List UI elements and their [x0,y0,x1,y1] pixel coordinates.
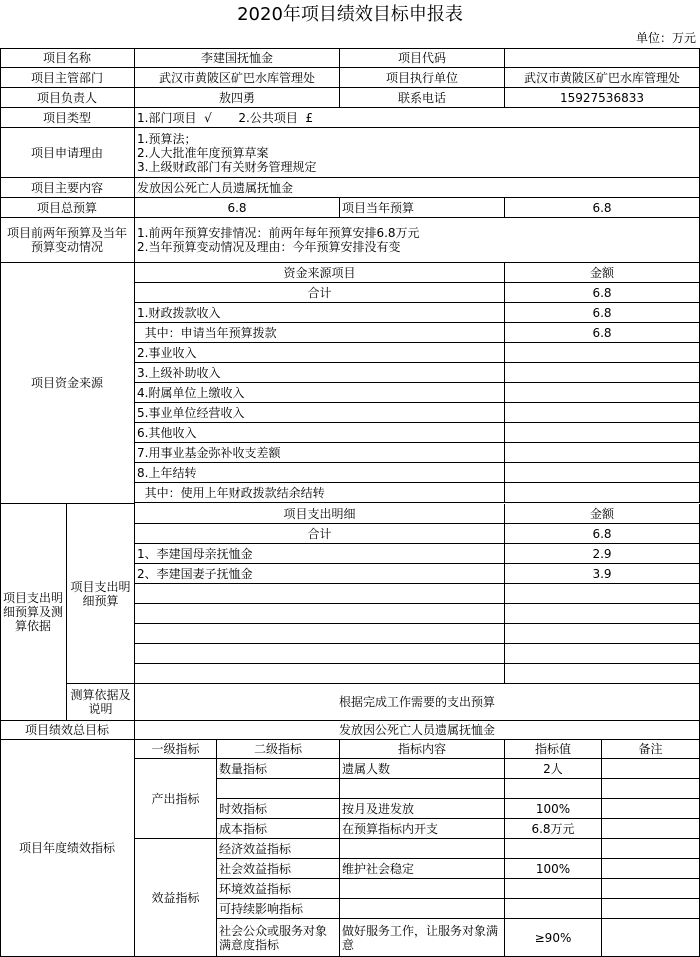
goal-label: 项目绩效总目标 [0,721,135,740]
indicator-level2: 社会效益指标 [217,859,340,879]
indicator-content [340,879,505,899]
indicator-level2: 环境效益指标 [217,879,340,899]
funds-row-label: 8.上年结转 [135,463,505,483]
project-code-value [505,48,700,68]
indicator-remark [602,899,700,919]
funds-row-amount [505,463,700,483]
indicator-remark [602,839,700,859]
funds-row-label: 6.其他收入 [135,423,505,443]
dept-label: 项目主管部门 [0,68,135,88]
funds-row-amount [505,403,700,423]
indicator-value: ≥90% [505,919,602,957]
indicator-level2: 经济效益指标 [217,839,340,859]
indicator-content: 按月及进发放 [340,799,505,819]
leader-value: 敖四勇 [135,88,340,108]
funds-row-amount [505,443,700,463]
funds-section-label: 项目资金来源 [0,263,135,504]
indicator-value [505,879,602,899]
ind-header-remark: 备注 [602,740,700,759]
reason-line: 1.预算法； [137,131,197,146]
benefit-indicator-label: 效益指标 [135,839,217,957]
funds-row-label: 3.上级补助收入 [135,363,505,383]
expense-row-amount [505,604,700,624]
funds-row-label: 5.事业单位经营收入 [135,403,505,423]
type-value: 1.部门项目 √ 2.公共项目 £ [135,108,700,128]
expense-header-item: 项目支出明细 [135,504,505,524]
expense-row-amount: 2.9 [505,544,700,564]
phone-label: 联系电话 [340,88,505,108]
expense-sub-label: 项目支出明细预算 [67,504,135,684]
expense-row-amount: 3.9 [505,564,700,584]
indicator-value: 6.8万元 [505,819,602,839]
phone-value: 15927536833 [505,88,700,108]
indicator-value: 100% [505,859,602,879]
basis-value: 根据完成工作需要的支出预算 [135,684,700,721]
indicator-remark [602,779,700,799]
goal-value: 发放因公死亡人员遗属抚恤金 [135,721,700,740]
total-budget-value: 6.8 [135,198,340,218]
indicator-value: 2人 [505,759,602,779]
current-budget-value: 6.8 [505,198,700,218]
funds-row-label: 1.财政拨款收入 [135,303,505,323]
leader-label: 项目负责人 [0,88,135,108]
funds-row-amount: 6.8 [505,323,700,343]
indicator-level2: 成本指标 [217,819,340,839]
indicator-content: 遗属人数 [340,759,505,779]
funds-row-label: 其中：使用上年财政拨款结余结转 [135,483,505,503]
exec-unit-label: 项目执行单位 [340,68,505,88]
indicator-content: 在预算指标内开支 [340,819,505,839]
current-budget-label: 项目当年预算 [340,198,505,218]
change-line: 2.当年预算变动情况及理由：今年预算安排没有变 [137,240,401,254]
funds-header-amount: 金额 [505,263,700,283]
expense-row-label: 2、李建国妻子抚恤金 [135,564,505,584]
funds-row-amount [505,423,700,443]
type-label: 项目类型 [0,108,135,128]
indicator-level2: 可持续影响指标 [217,899,340,919]
expense-row-label: 合计 [135,524,505,544]
indicator-remark [602,799,700,819]
expense-row-amount: 6.8 [505,524,700,544]
reason-line: 3.上级财政部门有关财务管理规定 [137,159,317,174]
expense-row-amount [505,644,700,664]
indicator-value [505,899,602,919]
reason-line: 2.人大批准年度预算草案 [137,145,269,160]
indicators-section-label: 项目年度绩效指标 [0,740,135,957]
indicator-remark [602,919,700,957]
indicator-value: 100% [505,799,602,819]
expense-row-label [135,624,505,644]
indicator-content [340,779,505,799]
indicator-content [340,839,505,859]
funds-header-item: 资金来源项目 [135,263,505,283]
indicator-value [505,779,602,799]
page-title: 2020年项目绩效目标申报表 [237,4,463,25]
indicator-level2: 社会公众或服务对象满意度指标 [217,919,340,957]
content-value: 发放因公死亡人员遗属抚恤金 [135,178,700,198]
indicator-content [340,899,505,919]
dept-value: 武汉市黄陂区矿巴水库管理处 [135,68,340,88]
expense-row-label [135,644,505,664]
indicator-level2 [217,779,340,799]
expense-section-label: 项目支出明细预算及测算依据 [0,504,67,721]
expense-row-amount [505,664,700,684]
indicator-content: 做好服务工作，让服务对象满意 [340,919,505,957]
indicator-level2: 时效指标 [217,799,340,819]
expense-row-amount [505,624,700,644]
funds-row-amount [505,383,700,403]
ind-header-l1: 一级指标 [135,740,217,759]
funds-row-amount [505,363,700,383]
expense-header-amount: 金额 [505,504,700,524]
project-name-value: 李建国抚恤金 [135,48,340,68]
indicator-remark [602,759,700,779]
reason-value [135,128,700,178]
change-label: 项目前两年预算及当年预算变动情况 [0,218,135,263]
output-indicator-label: 产出指标 [135,759,217,839]
ind-header-value: 指标值 [505,740,602,759]
funds-row-label: 7.用事业基金弥补收支差额 [135,443,505,463]
indicator-content: 维护社会稳定 [340,859,505,879]
indicator-remark [602,879,700,899]
funds-row-label: 2.事业收入 [135,343,505,363]
change-value [135,218,700,263]
indicator-level2: 数量指标 [217,759,340,779]
indicator-value [505,839,602,859]
exec-unit-value: 武汉市黄陂区矿巴水库管理处 [505,68,700,88]
funds-row-amount: 6.8 [505,283,700,303]
project-code-label: 项目代码 [340,48,505,68]
expense-row-label: 1、李建国母亲抚恤金 [135,544,505,564]
expense-row-label [135,584,505,604]
indicator-remark [602,819,700,839]
ind-header-l2: 二级指标 [217,740,340,759]
unit-label: 单位：万元 [635,31,696,45]
expense-row-label [135,604,505,624]
expense-row-label [135,664,505,684]
basis-label: 测算依据及说明 [67,684,135,721]
funds-row-amount [505,343,700,363]
funds-row-label: 合计 [135,283,505,303]
funds-row-amount: 6.8 [505,303,700,323]
project-name-label: 项目名称 [0,48,135,68]
total-budget-label: 项目总预算 [0,198,135,218]
ind-header-content: 指标内容 [340,740,505,759]
indicator-remark [602,859,700,879]
funds-row-label: 4.附属单位上缴收入 [135,383,505,403]
funds-row-label: 其中：申请当年预算拨款 [135,323,505,343]
content-label: 项目主要内容 [0,178,135,198]
reason-label: 项目申请理由 [0,128,135,178]
change-line: 1.前两年预算安排情况：前两年每年预算安排6.8万元 [137,226,420,240]
expense-row-amount [505,584,700,604]
funds-row-amount [505,483,700,503]
